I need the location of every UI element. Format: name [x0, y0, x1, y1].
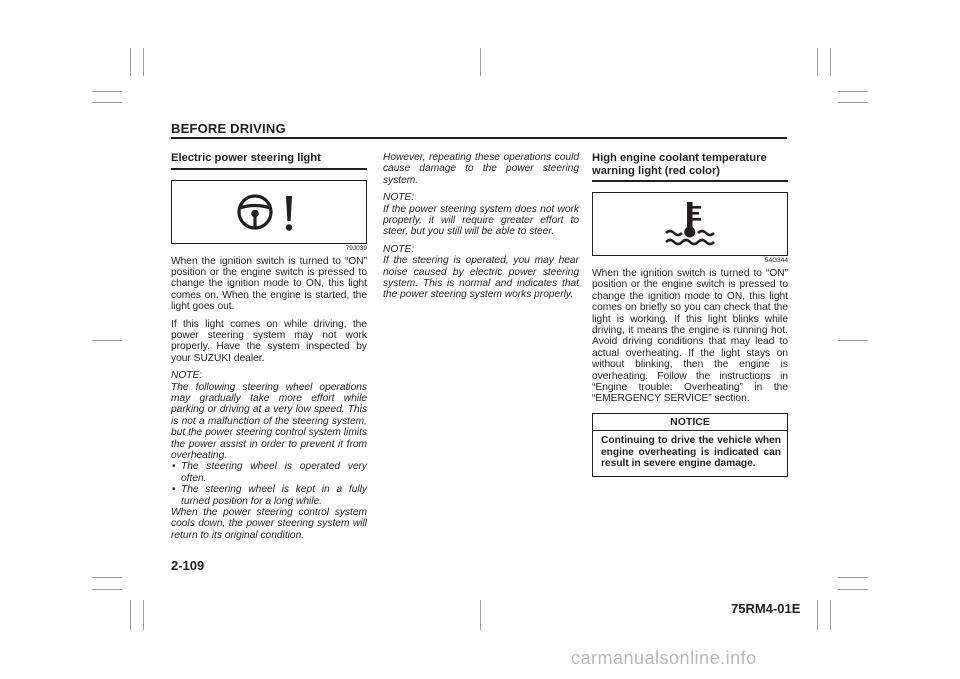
crop-mark	[143, 48, 144, 76]
figure-code: 79J039	[345, 244, 367, 252]
crop-mark	[92, 577, 122, 578]
note-label: NOTE:	[383, 192, 415, 204]
notice-text: Continuing to drive the vehicle when engine overheating is indicated can result in severe engine damage.	[601, 435, 781, 470]
indicator-figure	[171, 180, 367, 244]
note-text: When the power steering control system cools down, the power steering system will return to its original condition.	[171, 507, 367, 541]
note-text: If the steering is operated, you may hear noise caused by electric power steering system. This is normal and indicates that the power steering system works properly.	[383, 255, 579, 301]
note-text: The following steering wheel operations may gradually take more effort while parking or driving at a very low speed. This is not a malfunction of the steering system, but the power steering control system limits the power assist in order to prevent it from overheating.	[171, 381, 367, 461]
crop-mark	[92, 589, 122, 590]
crop-mark	[130, 600, 131, 630]
column-right	[592, 152, 788, 477]
crop-mark	[830, 600, 831, 630]
crop-mark	[92, 340, 122, 341]
note-bullet: • The steering wheel is kept in a fully turned position for a long while.	[171, 484, 367, 507]
crop-mark	[143, 600, 144, 630]
note-text: If the power steering system does not work properly, it will require greater effort to steer, but you still will be able to steer.	[383, 203, 579, 238]
note-label: NOTE:	[171, 370, 203, 382]
note-block	[383, 192, 579, 238]
note-block	[171, 370, 367, 541]
crop-mark	[830, 48, 831, 76]
body-paragraph: When the ignition switch is turned to “ON” position or the engine switch is pressed to change the ignition mode to ON, this light comes on briefly so you can check that the light is working. If this light blinks while driving, it means the engine is running hot. Avoid driving conditions that may lead to actual overheating. If the light stays on without blinking, then the engine is overheating. Follow the instructions in “Engine trouble: Overheating” in the “EMERGENCY SERVICE” section.	[592, 268, 788, 405]
crop-mark	[838, 577, 868, 578]
note-bullet: • The steering wheel is operated very often.	[171, 461, 367, 484]
column-middle	[383, 152, 579, 307]
crop-mark	[817, 48, 818, 76]
crop-mark	[838, 589, 868, 590]
crop-mark	[838, 91, 868, 92]
note-label: NOTE:	[383, 243, 415, 255]
crop-mark	[817, 600, 818, 630]
column-left	[171, 152, 367, 547]
coolant-temperature-icon	[660, 199, 720, 249]
crop-mark	[480, 600, 481, 630]
steering-wheel-exclamation-icon	[229, 189, 309, 235]
notice-label: NOTICE	[593, 414, 787, 431]
figure-code: 54G344	[764, 257, 788, 264]
note-block	[383, 244, 579, 301]
crop-mark	[130, 48, 131, 76]
body-paragraph: If this light comes on while driving, the power steering system may not work properly. Have the system inspected by your SUZUKI dealer.	[171, 318, 367, 364]
section-title: Electric power steering light	[171, 152, 367, 170]
header-rule	[171, 137, 787, 139]
crop-mark	[92, 102, 122, 103]
page-number: 2-109	[171, 558, 205, 573]
document-code: 75RM4-01E	[731, 601, 801, 616]
notice-box	[592, 413, 788, 477]
watermark: carmanualsonline.info	[571, 648, 757, 668]
crop-mark	[838, 102, 868, 103]
section-header: BEFORE DRIVING	[171, 121, 286, 136]
crop-mark	[480, 48, 481, 76]
body-paragraph: When the ignition switch is turned to “ON” position or the engine switch is pressed to change the ignition mode to ON, this light comes on. When the engine is started, the light goes out.	[171, 255, 367, 313]
crop-mark	[92, 91, 122, 92]
note-continuation: However, repeating these operations could cause damage to the power steering system.	[383, 152, 579, 186]
indicator-figure	[592, 192, 788, 256]
crop-mark	[838, 340, 868, 341]
section-title: High engine coolant temperature warning light (red color)	[592, 152, 788, 182]
